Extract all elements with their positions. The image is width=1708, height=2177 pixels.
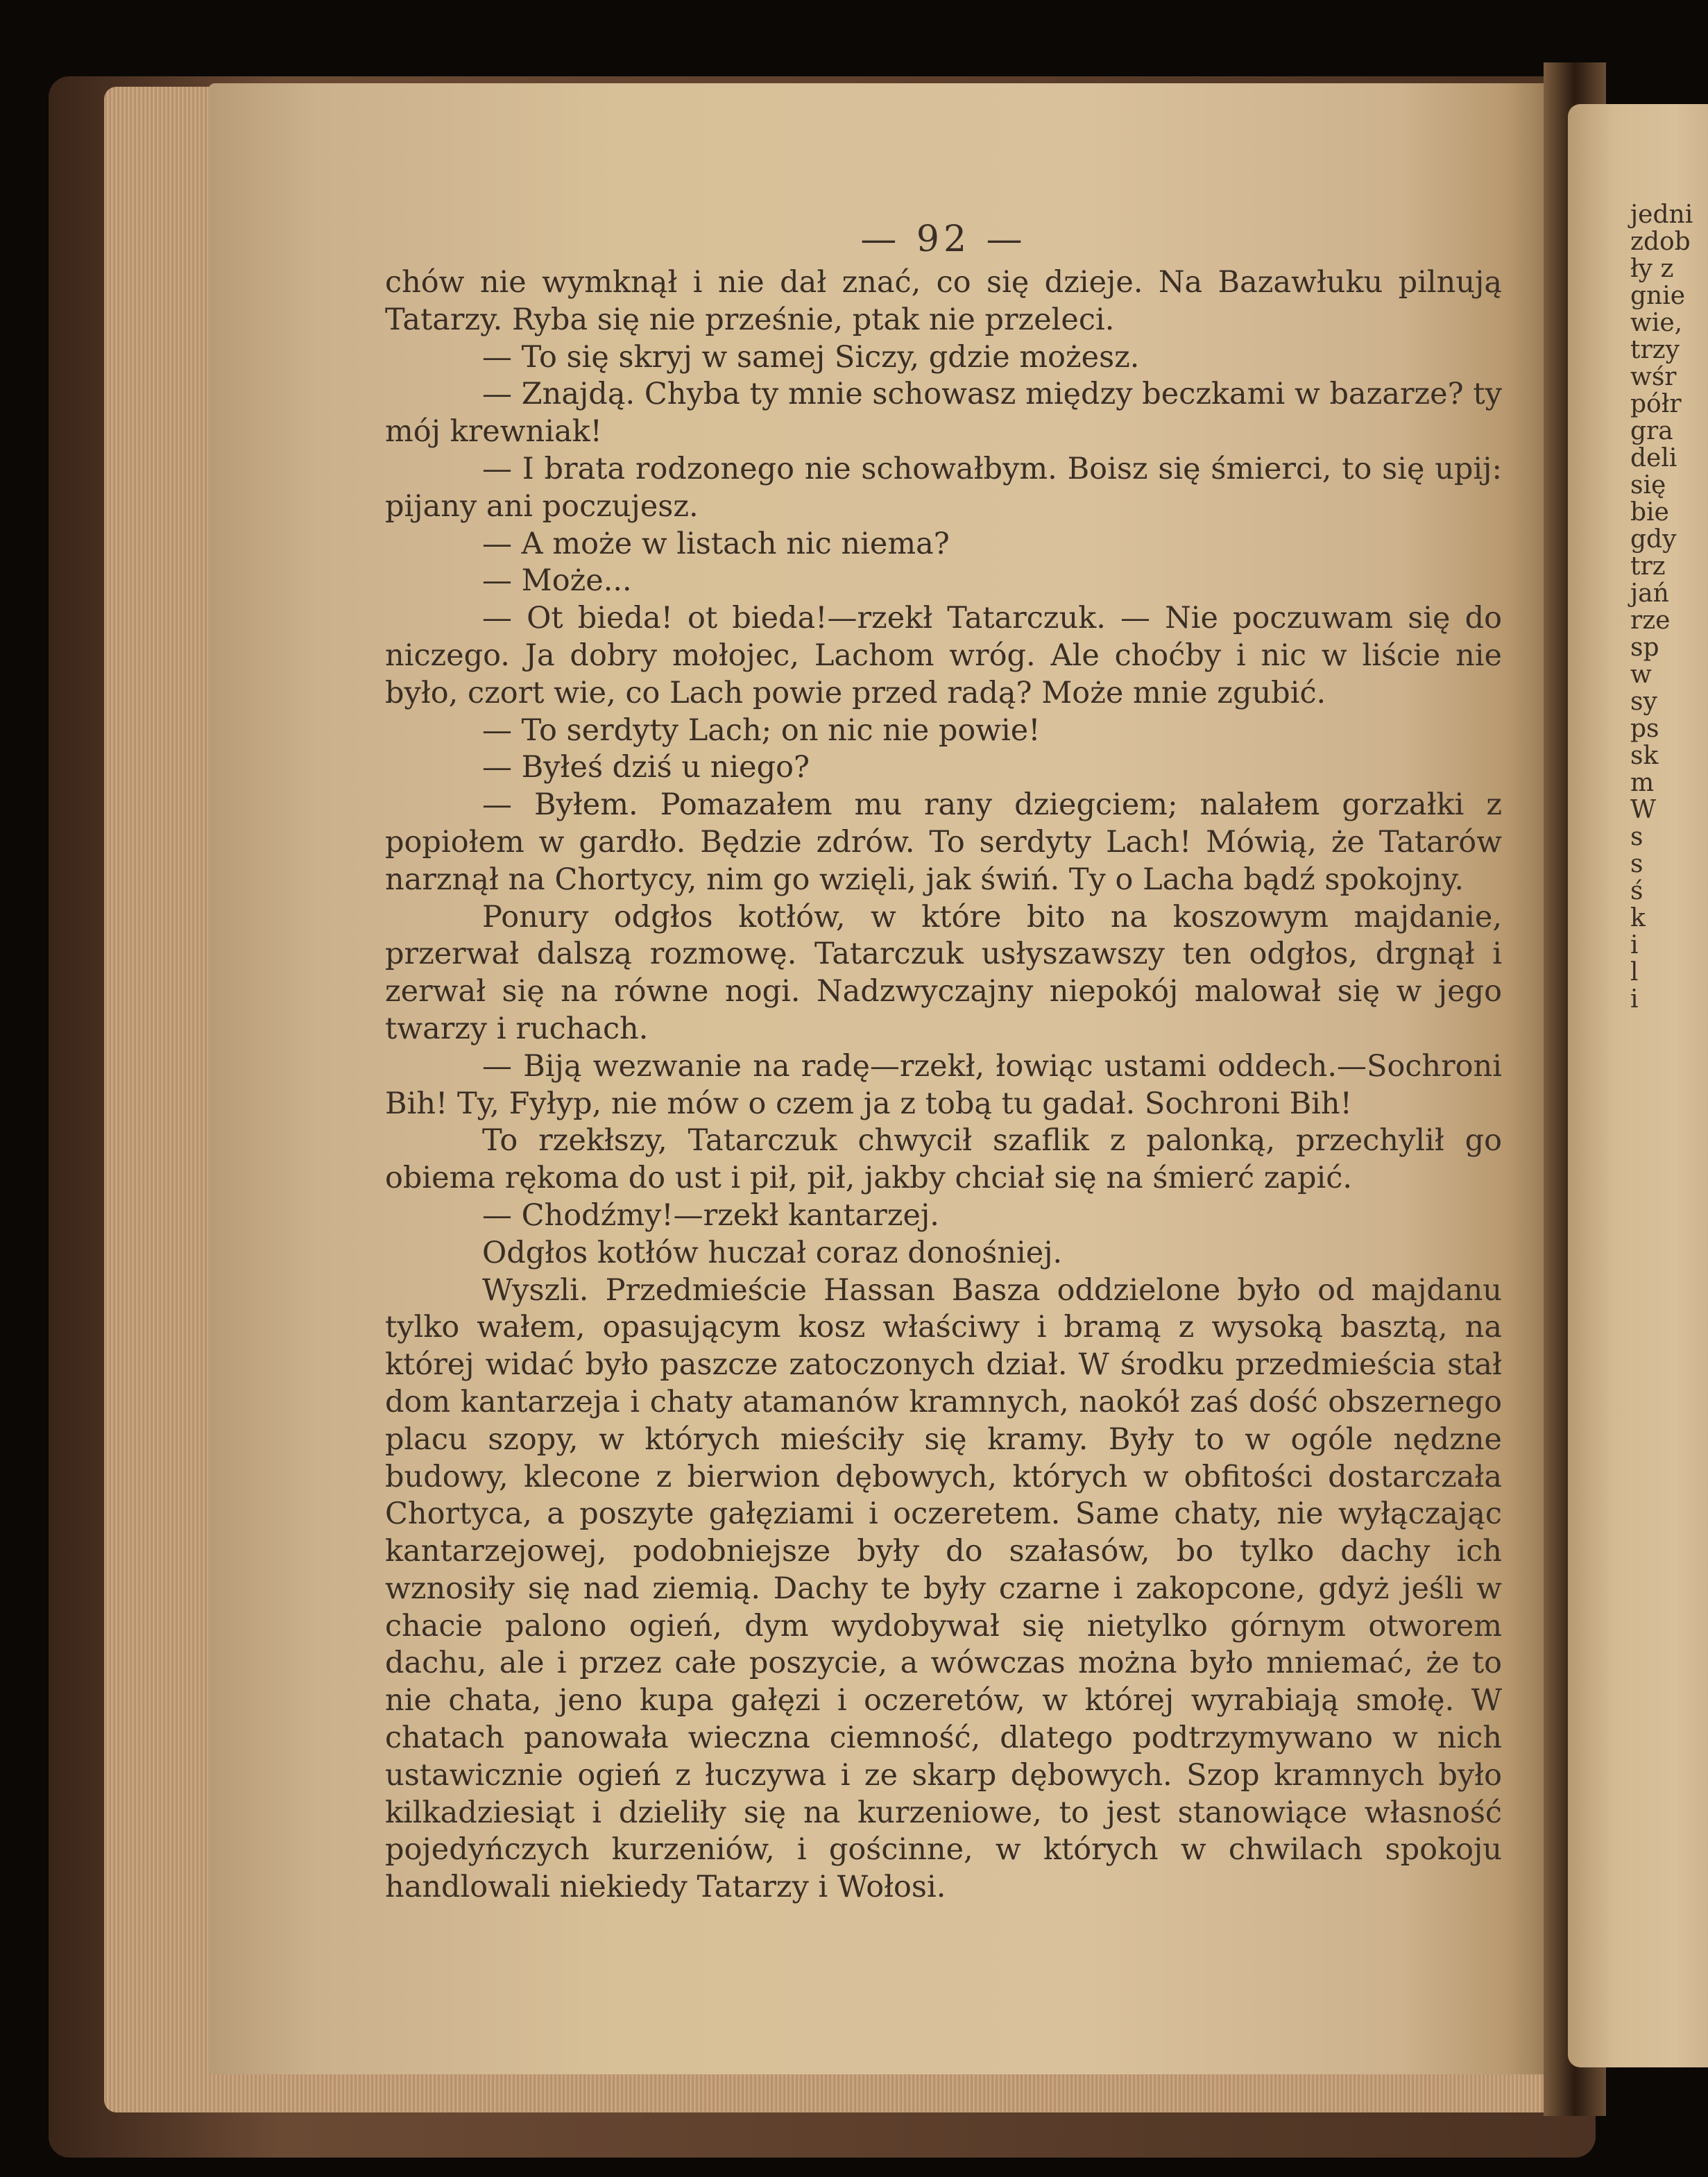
paragraph: To rzekłszy, Tatarczuk chwycił szaflik z palonką, przechylił go obiema rękoma do ust i pił, pił, jakby chciał się na śmierć zapić. [385,1123,1502,1196]
paragraph: — Biją wezwanie na radę—rzekł, łowiąc ustami oddech.—Sochroni Bih! Ty, Fyłyp, nie mów o czem ja z tobą tu gadał. Sochroni Bih! [385,1048,1502,1121]
right-page [1568,104,1708,2067]
paragraph: — Byłeś dziś u niego? [482,750,810,785]
paragraph: — Chodźmy!—rzekł kantarzej. [482,1197,939,1233]
page-number: — 92 — [860,219,1027,260]
paragraph: Ponury odgłos kotłów, w które bito na koszowym majdanie, przerwał dalszą rozmowę. Tatarczuk usłyszawszy ten odgłos, drgnął i zerwał się na równe nogi. Nadzwyczajny niepokój malował się w jego twarzy i ruchach. [385,899,1502,1046]
paragraph: — Ot bieda! ot bieda!—rzekł Tatarczuk. — Nie poczuwam się do niczego. Ja dobry mołojec, Lachom wróg. Ale choćby i nic w liście nie było, czort wie, co Lach powie przed radą? Może mnie zgubić. [385,601,1502,710]
paragraph: — Może... [482,563,632,599]
paragraph: chów nie wymknął i nie dał znać, co się dzieje. Na Bazawłuku pilnują Tatarzy. Ryba się nie prześnie, ptak nie przeleci. [385,265,1502,337]
body-text [385,264,1502,1906]
paragraph: — To się skryj w samej Siczy, gdzie możesz. [482,339,1140,375]
paragraph: — A może w listach nic niema? [482,526,950,561]
paragraph: Wyszli. Przedmieście Hassan Basza oddzielone było od majdanu tylko wałem, opasującym kosz właściwy i bramą z wysoką basztą, na której widać było paszcze zatoczonych dział. W środku przedmieścia stał dom kantarzeja i chaty atamanów kramnych, naokół zaś dość obszernego placu szopy, w których mieściły się kramy. Były to w ogóle nędzne budowy, klecone z bierwion dębowych, których w obfitości dostarczała Chortyca, a poszyte gałęziami i oczeretem. Same chaty, nie wyłączając kantarzejowej, podobniejsze były do szałasów, bo tylko dachy ich wznosiły się nad ziemią. Dachy te były czarne i zakopcone, gdyż jeśli w chacie palono ogień, dym wydobywał się nietylko górnym otworem dachu, ale i przez całe poszycie, a wówczas można było mniemać, że to nie chata, jeno kupa gałęzi i oczeretów, w której wyrabiają smołę. W chatach panowała wieczna ciemność, dlatego podtrzymywano w nich ustawicznie ogień z łuczywa i ze skarp dębowych. Szop kramnych było kilkadziesiąt i dzieliły się na kurzeniowe, to jest stanowiące własność pojedyńczych kurzeniów, i gościnne, w których w chwilach spokoju handlowali niekiedy Tatarzy i Wołosi. [385,1272,1502,1905]
page-content [385,219,1502,1906]
paragraph: — Byłem. Pomazałem mu rany dziegciem; nalałem gorzałki z popiołem w gardło. Będzie zdrów. To serdyty Lach! Mówią, że Tatarów narznął na Chortycy, nim go wzięli, jak świń. Ty o Lacha bądź spokojny. [385,787,1502,897]
paragraph: Odgłos kotłów huczał coraz donośniej. [482,1235,1063,1270]
facing-page-text: jedni zdob ły z gnie wie, trzy wśr półr gra deli się bie gdy trz jań rze sp w sy ps sk m W s s ś k i l i [1630,200,1693,1014]
paragraph: — I brata rodzonego nie schowałbym. Boisz się śmierci, to się upij: pijany ani poczujesz. [385,451,1502,524]
paragraph: — To serdyty Lach; on nic nie powie! [482,712,1041,748]
paragraph: — Znajdą. Chyba ty mnie schowasz między beczkami w bazarze? ty mój krewniak! [385,377,1502,450]
